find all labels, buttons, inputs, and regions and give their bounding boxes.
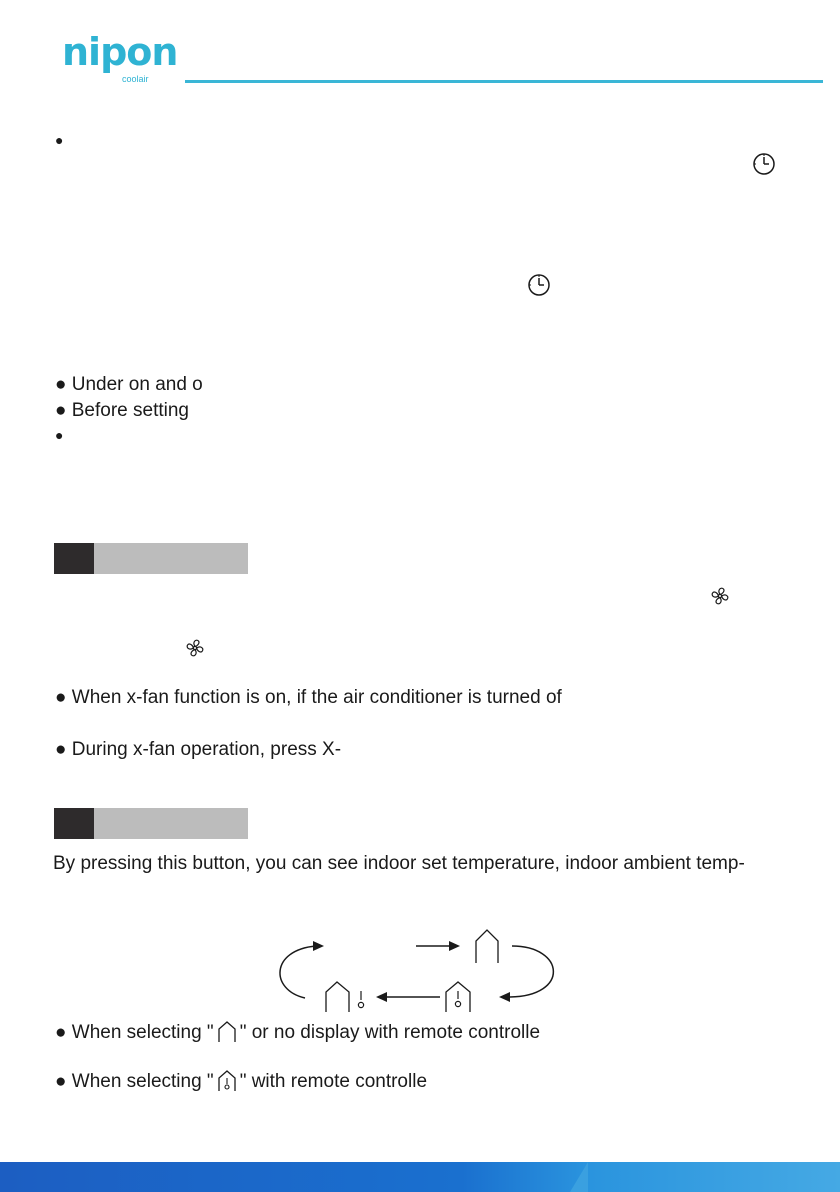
footer-accent (570, 1162, 588, 1192)
text-select-prefix: ● When selecting " (55, 1022, 214, 1043)
cycle-arrow-head (449, 941, 460, 951)
outdoor-house-inline-icon (214, 1070, 240, 1092)
bullet-mark: ● (55, 132, 64, 148)
indoor-house-inline-icon (214, 1021, 240, 1043)
text-line-before: ● Before setting (55, 400, 189, 421)
text-line-xfan-during: ● During x-fan operation, press X- (55, 739, 342, 760)
cycle-arrow-head (313, 941, 324, 951)
text-select-prefix: ● When selecting " (55, 1071, 214, 1092)
footer-band (0, 1162, 840, 1192)
cycle-arrow-head (376, 992, 387, 1002)
bullet-mark: ● (55, 427, 64, 443)
text-select-suffix: " with remote controlle (239, 1071, 428, 1092)
text-select-indoor (55, 1021, 540, 1044)
outdoor-house-icon (446, 982, 470, 1012)
cycle-arrow-curve-left (280, 946, 316, 998)
cycle-arrow-curve-right (510, 946, 553, 997)
text-select-outdoor (55, 1070, 427, 1093)
text-temp-intro: By pressing this button, you can see indoor set temperature, indoor ambient temp- (53, 853, 745, 874)
brand-logo: nipon (62, 30, 178, 74)
text-line-xfan-when: ● When x-fan function is on, if the air conditioner is turned of (55, 687, 562, 708)
indoor-house-icon (476, 930, 498, 963)
outdoor-temp-house-icon (326, 982, 364, 1012)
cycle-arrow-head (499, 992, 510, 1002)
text-select-suffix: " or no display with remote controlle (239, 1022, 541, 1043)
text-line-under: ● Under on and o (55, 374, 203, 395)
brand-logo-sub: coolair (122, 74, 149, 84)
